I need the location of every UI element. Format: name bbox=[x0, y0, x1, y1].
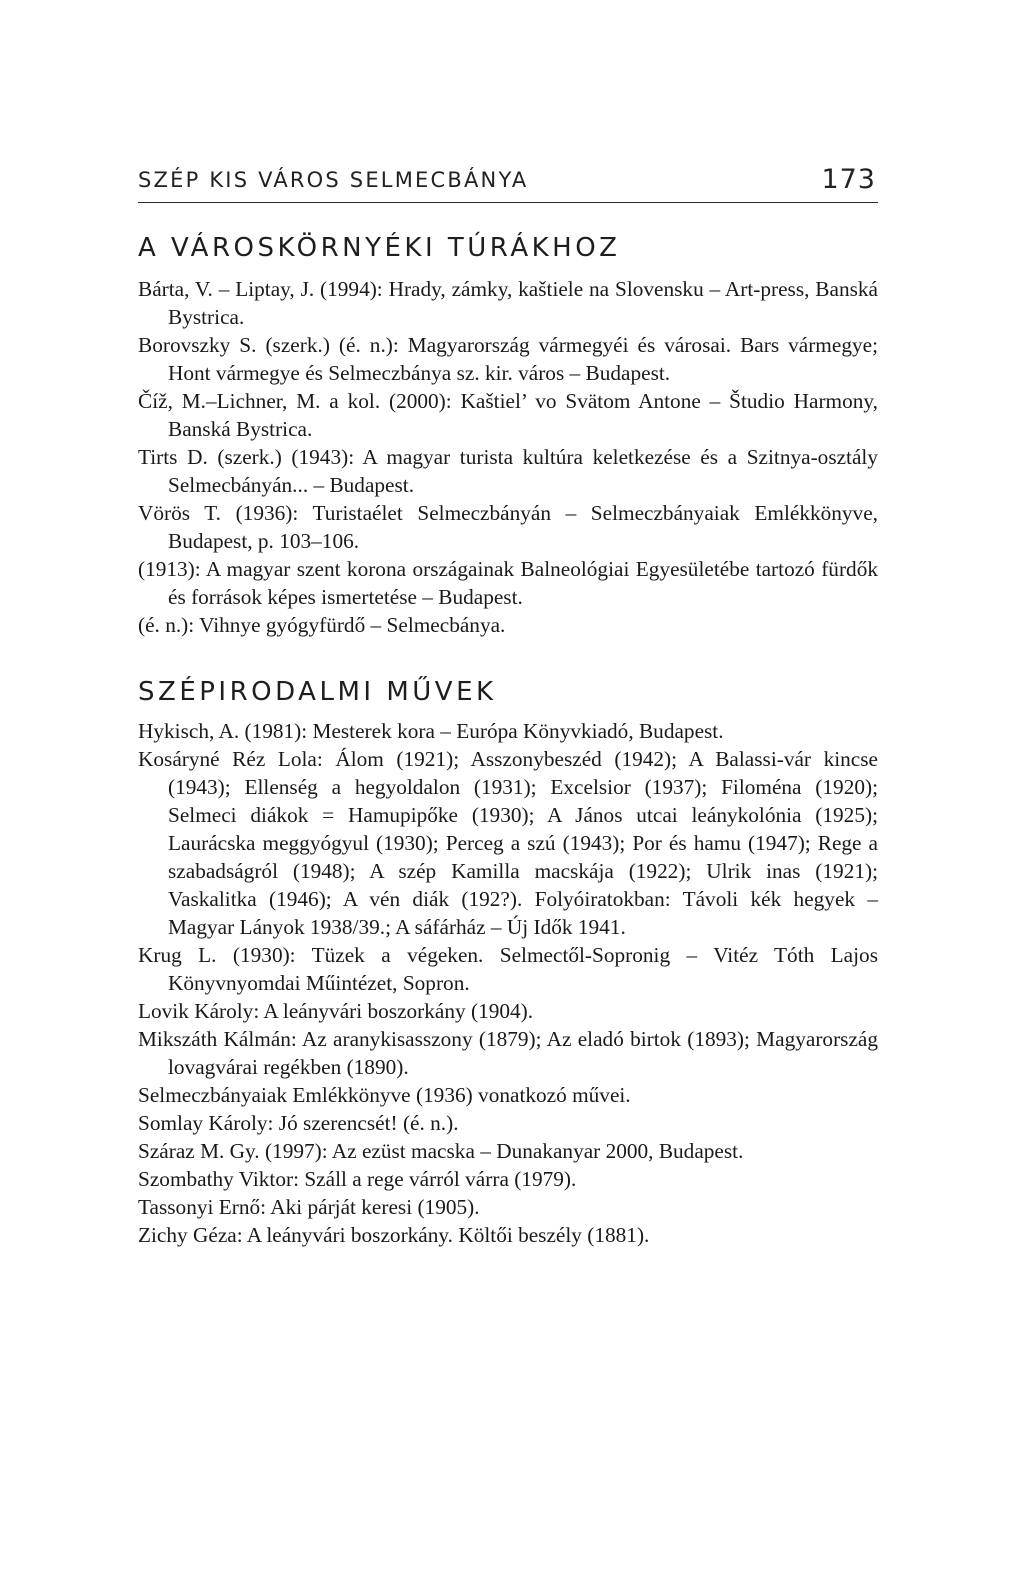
bibliography-entry: Lovik Károly: A leányvári boszorkány (1904). bbox=[138, 999, 534, 1023]
bibliography-entry: Číž, M.–Lichner, M. a kol. (2000): Kaštiel’ vo Svätom Antone – Študio Harmony, Banská Bystrica. bbox=[138, 389, 878, 441]
bibliography-entry: Selmeczbányaiak Emlékkönyve (1936) vonatkozó művei. bbox=[138, 1083, 631, 1107]
bibliography-entry: Mikszáth Kálmán: Az aranykisasszony (1879); Az eladó birtok (1893); Magyarország lovagvárai regékben (1890). bbox=[138, 1027, 878, 1079]
bibliography-entry: (1913): A magyar szent korona országainak Balneológiai Egyesületébe tartozó fürdők és források képes ismertetése – Budapest. bbox=[138, 557, 878, 609]
bibliography-entry: Tassonyi Ernő: Aki párját keresi (1905). bbox=[138, 1195, 480, 1219]
bibliography-entry: Borovszky S. (szerk.) (é. n.): Magyarország vármegyéi és városai. Bars vármegye; Hont vármegye és Selmeczbánya sz. kir. város – Budapest. bbox=[138, 333, 878, 385]
bibliography-entry: Tirts D. (szerk.) (1943): A magyar turista kultúra keletkezése és a Szitnya-osztály Selmecbányán... – Budapest. bbox=[138, 445, 878, 497]
running-title: SZÉP KIS VÁROS SELMECBÁNYA bbox=[138, 168, 529, 192]
section-heading: SZÉPIRODALMI MŰVEK bbox=[138, 677, 497, 707]
bibliography-list bbox=[138, 717, 878, 1249]
bibliography-entry: Kosáryné Réz Lola: Álom (1921); Asszonybeszéd (1942); A Balassi-vár kincse (1943); Ellenség a hegyoldalon (1931); Excelsior (1937); Filoména (1920); Selmeci diákok = Hamupipőke (1930); A János utcai leánykolónia (1925); Laurácska meggyógyul (1930); Perceg a szú (1943); Por és hamu (1947); Rege a szabadságról (1948); A szép Kamilla macskája (1922); Ulrik inas (1921); Vaskalitka (1946); A vén diák (192?). Folyóiratokban: Távoli kék hegyek – Magyar Lányok 1938/39.; A sáfárház – Új Idők 1941. bbox=[138, 747, 878, 939]
bibliography-entry: Somlay Károly: Jó szerencsét! (é. n.). bbox=[138, 1111, 459, 1135]
running-header bbox=[138, 162, 878, 203]
section-tours-bibliography bbox=[138, 233, 878, 639]
bibliography-list bbox=[138, 275, 878, 639]
book-page bbox=[138, 162, 878, 1249]
section-literary-works bbox=[138, 677, 878, 1249]
page-number: 173 bbox=[821, 164, 876, 195]
bibliography-entry: (é. n.): Vihnye gyógyfürdő – Selmecbánya. bbox=[138, 613, 506, 637]
bibliography-entry: Szombathy Viktor: Száll a rege várról várra (1979). bbox=[138, 1167, 577, 1191]
bibliography-entry: Bárta, V. – Liptay, J. (1994): Hrady, zámky, kaštiele na Slovensku – Art-press, Banská Bystrica. bbox=[138, 277, 878, 329]
bibliography-entry: Vörös T. (1936): Turistaélet Selmeczbányán – Selmeczbányaiak Emlékkönyve, Budapest, p. 103–106. bbox=[138, 501, 878, 553]
section-heading: A VÁROSKÖRNYÉKI TÚRÁKHOZ bbox=[138, 233, 621, 263]
bibliography-entry: Hykisch, A. (1981): Mesterek kora – Európa Könyvkiadó, Budapest. bbox=[138, 719, 724, 743]
bibliography-entry: Száraz M. Gy. (1997): Az ezüst macska – Dunakanyar 2000, Budapest. bbox=[138, 1139, 744, 1163]
bibliography-entry: Krug L. (1930): Tüzek a végeken. Selmectől-Sopronig – Vitéz Tóth Lajos Könyvnyomdai Műintézet, Sopron. bbox=[138, 943, 878, 995]
bibliography-entry: Zichy Géza: A leányvári boszorkány. Költői beszély (1881). bbox=[138, 1223, 650, 1247]
